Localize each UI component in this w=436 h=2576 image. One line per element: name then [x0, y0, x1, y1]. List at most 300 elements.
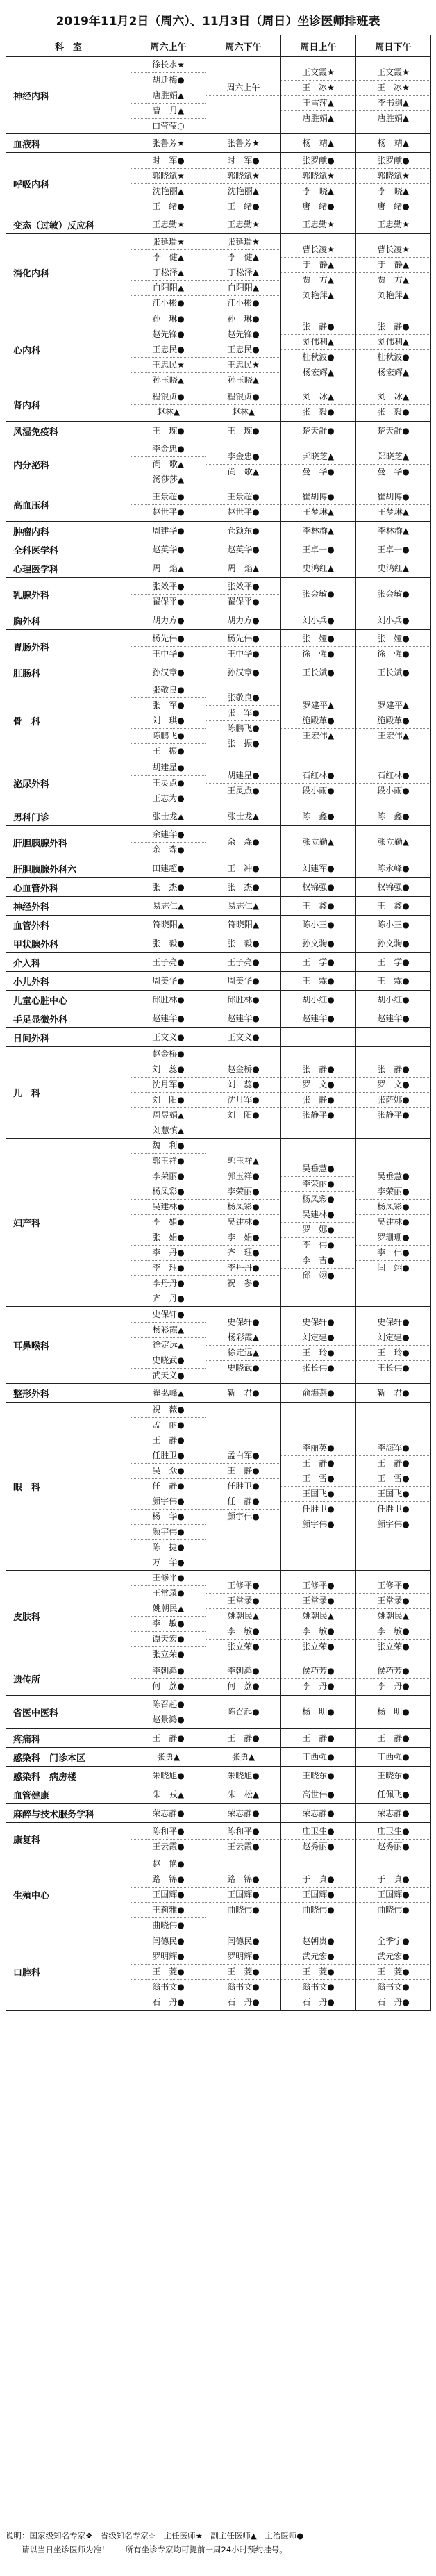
schedule-cell — [356, 559, 431, 578]
doctor-entry: 王忠民★ — [131, 358, 206, 373]
page-title: 2019年11月2日（周六）、11月3日（周日）坐诊医师排班表 — [56, 14, 380, 28]
doctor-list — [281, 561, 355, 576]
doctor-list — [356, 1062, 430, 1123]
department-name: 肝胆胰腺外科六 — [6, 859, 131, 878]
schedule-cell — [281, 826, 356, 859]
doctor-entry: 邱胜林● — [152, 994, 185, 1005]
doctor-entry — [206, 96, 280, 110]
doctor-list — [206, 1769, 280, 1783]
doctor-entry: 周建华● — [152, 525, 185, 536]
schedule-cell — [281, 388, 356, 422]
schedule-cell — [206, 611, 281, 630]
schedule-cell — [356, 630, 431, 663]
department-name: 骨 科 — [6, 682, 131, 759]
doctor-entry: 周六上午 — [206, 81, 280, 96]
schedule-cell — [356, 1856, 431, 1933]
department-name: 血液科 — [6, 134, 131, 153]
schedule-cell — [206, 934, 281, 953]
doctor-entry: 李 敏● — [356, 1624, 430, 1640]
schedule-cell — [206, 826, 281, 859]
doctor-entry: 王修平● — [281, 1578, 355, 1594]
table-row — [6, 1403, 431, 1571]
doctor-entry: 刘伟利▲ — [356, 335, 430, 350]
doctor-entry: 李朝鸿● — [131, 1664, 206, 1679]
doctor-entry: 姚朝民▲ — [131, 1601, 206, 1617]
doctor-list — [356, 449, 430, 479]
schedule-cell — [281, 559, 356, 578]
column-header-sat-am: 周六上午 — [131, 35, 206, 57]
doctor-list — [131, 543, 206, 557]
doctor-list — [131, 235, 206, 311]
doctor-entry: 权锦强● — [377, 882, 410, 892]
doctor-list — [131, 1806, 206, 1821]
schedule-cell — [281, 488, 356, 522]
doctor-list — [356, 424, 430, 438]
schedule-cell — [356, 1729, 431, 1748]
department-name: 血管外科 — [6, 916, 131, 934]
doctor-list — [206, 1012, 280, 1026]
doctor-entry: 王常录● — [131, 1586, 206, 1601]
schedule-cell — [131, 1696, 206, 1729]
schedule-cell — [356, 153, 431, 215]
doctor-entry: 张立勤▲ — [302, 837, 335, 847]
doctor-entry: 周 焰▲ — [152, 563, 185, 573]
schedule-cell — [356, 215, 431, 234]
doctor-entry: 侯巧芳● — [356, 1664, 430, 1679]
doctor-entry: 史晓武● — [227, 1362, 260, 1373]
doctor-entry: 刘慧慎▲ — [152, 1125, 185, 1135]
schedule-cell — [281, 972, 356, 991]
doctor-entry: 任胜卫● — [131, 1448, 206, 1464]
doctor-list — [281, 524, 355, 538]
doctor-entry: 李荣丽● — [281, 1177, 355, 1192]
doctor-entry: 曼 华● — [302, 466, 335, 477]
doctor-list — [206, 835, 280, 850]
table-row — [6, 897, 431, 916]
schedule-cell — [206, 1767, 281, 1785]
doctor-entry: 张 军● — [206, 706, 280, 721]
doctor-list — [131, 1857, 206, 1933]
schedule-cell — [281, 234, 356, 311]
schedule-cell — [206, 1696, 281, 1729]
schedule-cell — [281, 611, 356, 630]
department-name: 胸外科 — [6, 611, 131, 630]
doctor-list — [356, 613, 430, 628]
schedule-cell — [206, 1403, 281, 1571]
doctor-list — [206, 235, 280, 311]
schedule-cell — [281, 897, 356, 916]
department-name: 甲状腺外科 — [6, 934, 131, 953]
doctor-entry: 周 焰▲ — [227, 563, 260, 573]
doctor-entry: 王 静● — [302, 1733, 335, 1743]
doctor-list — [131, 955, 206, 970]
doctor-entry: 张 静● — [281, 320, 355, 335]
doctor-entry: 赵建华● — [227, 1013, 260, 1023]
schedule-cell — [356, 1662, 431, 1696]
doctor-entry: 荣志静● — [377, 1808, 410, 1818]
department-name: 变态（过敏）反应科 — [6, 215, 131, 234]
doctor-entry: 张敬良● — [131, 683, 206, 698]
doctor-entry: 王修平● — [131, 1571, 206, 1586]
doctor-entry: 赵 艳● — [131, 1857, 206, 1872]
schedule-cell — [131, 1009, 206, 1028]
doctor-entry: 张 毅● — [227, 938, 260, 948]
doctor-list — [356, 561, 430, 576]
doctor-entry: 王 菱● — [281, 1965, 355, 1980]
doctor-list — [356, 631, 430, 661]
doctor-entry: 王 静● — [377, 1733, 410, 1743]
schedule-cell — [281, 1403, 356, 1571]
department-name: 心血管外科 — [6, 878, 131, 897]
doctor-entry: 赵建华● — [152, 1013, 185, 1023]
doctor-list — [206, 880, 280, 895]
department-name: 风湿免疫科 — [6, 422, 131, 440]
doctor-entry: 仓颖东● — [227, 525, 260, 536]
doctor-list — [206, 1750, 280, 1765]
doctor-entry: 翟保平● — [227, 597, 260, 606]
doctor-entry: 吴建林● — [206, 1215, 280, 1230]
doctor-list — [356, 242, 430, 303]
doctor-list — [356, 936, 430, 951]
schedule-cell — [281, 807, 356, 826]
table-row — [6, 540, 431, 559]
doctor-list — [281, 1705, 355, 1719]
doctor-entry: 刘小兵● — [377, 615, 410, 625]
doctor-list — [281, 955, 355, 970]
schedule-cell — [206, 991, 281, 1009]
doctor-entry: 孙汉章● — [152, 667, 185, 677]
doctor-entry: 祝 薇● — [131, 1403, 206, 1418]
doctor-entry: 徐定远▲ — [206, 1346, 280, 1361]
doctor-list — [206, 1315, 280, 1376]
schedule-cell — [206, 682, 281, 759]
doctor-list — [206, 217, 280, 232]
doctor-entry: 曲晓伟● — [302, 1904, 335, 1915]
doctor-entry: 孙 琳● — [206, 312, 280, 327]
doctor-list — [281, 809, 355, 824]
schedule-cell — [281, 215, 356, 234]
doctor-entry: 张鲁芳★ — [227, 138, 260, 148]
doctor-entry: 张敬良● — [206, 691, 280, 706]
doctor-entry: 罗 文● — [281, 1078, 355, 1093]
schedule-cell — [356, 972, 431, 991]
doctor-list — [206, 1154, 280, 1291]
department-name: 生殖中心 — [6, 1856, 131, 1933]
table-row — [6, 578, 431, 611]
doctor-entry: 张延瑞★ — [206, 235, 280, 250]
doctor-entry: 于 静▲ — [356, 258, 430, 273]
doctor-list — [356, 65, 430, 126]
doctor-entry: 杨先伟● — [131, 631, 206, 647]
schedule-cell — [131, 540, 206, 559]
schedule-cell — [356, 522, 431, 540]
doctor-entry: 李 健▲ — [131, 250, 206, 265]
doctor-entry: 王志为● — [152, 793, 185, 803]
schedule-cell — [131, 878, 206, 897]
schedule-cell — [281, 440, 356, 488]
schedule-cell — [356, 759, 431, 807]
department-name: 肾内科 — [6, 388, 131, 422]
doctor-entry: 唐胜娟▲ — [131, 88, 206, 104]
doctor-list — [206, 81, 280, 110]
doctor-entry: 张 静● — [281, 1062, 355, 1078]
schedule-cell — [131, 57, 206, 134]
doctor-list — [131, 1139, 206, 1306]
doctor-entry: 赵秀丽● — [302, 1842, 335, 1851]
doctor-entry: 颜宇伟● — [131, 1525, 206, 1540]
schedule-cell — [131, 422, 206, 440]
doctor-entry: 张 静● — [356, 320, 430, 335]
doctor-entry: 李 丹● — [302, 1681, 335, 1691]
doctor-entry: 路 锦● — [206, 1872, 280, 1888]
schedule-cell — [206, 1748, 281, 1767]
schedule-cell — [131, 807, 206, 826]
doctor-entry: 赵景鸿● — [152, 1715, 185, 1724]
doctor-entry: 王景超● — [131, 490, 206, 505]
doctor-entry: 曹长凌★ — [356, 242, 430, 258]
doctor-list — [206, 1934, 280, 2010]
doctor-entry: 刘伟利▲ — [281, 335, 355, 350]
doctor-list — [356, 1750, 430, 1765]
table-row — [6, 878, 431, 897]
schedule-cell — [131, 611, 206, 630]
doctor-entry: 程银贞● — [131, 390, 206, 405]
schedule-cell — [281, 916, 356, 934]
doctor-list — [206, 809, 280, 824]
doctor-entry: 李荣丽● — [356, 1184, 430, 1200]
doctor-list — [131, 1787, 206, 1802]
doctor-entry: 胡小红● — [302, 994, 335, 1005]
doctor-entry: 王忠勤★ — [152, 219, 185, 229]
doctor-entry: 江小彬● — [227, 297, 260, 308]
doctor-list — [281, 698, 355, 743]
doctor-list — [281, 242, 355, 303]
schedule-cell — [206, 1856, 281, 1933]
doctor-entry: 朱 松▲ — [227, 1789, 260, 1799]
schedule-cell — [356, 897, 431, 916]
doctor-entry: 王 菱● — [356, 1965, 430, 1980]
doctor-entry: 徐长水★ — [131, 58, 206, 73]
doctor-list — [206, 524, 280, 538]
doctor-entry: 王文霞★ — [356, 65, 430, 81]
doctor-entry: 王卓一● — [377, 544, 410, 554]
doctor-list — [206, 936, 280, 951]
schedule-cell — [281, 663, 356, 682]
table-row — [6, 1785, 431, 1804]
doctor-list — [131, 524, 206, 538]
department-name: 血管健康 — [6, 1785, 131, 1804]
doctor-entry: 石 丹● — [302, 1997, 335, 2007]
doctor-entry: 祝 参● — [227, 1278, 260, 1288]
schedule-cell — [356, 1933, 431, 2011]
doctor-entry: 杨凤彩● — [206, 1200, 280, 1215]
doctor-entry: 庄卫生● — [356, 1824, 430, 1840]
doctor-entry: 刘建军● — [302, 863, 335, 873]
doctor-entry: 张 静● — [281, 1093, 355, 1108]
doctor-entry: 杨 靖▲ — [377, 138, 410, 148]
schedule-cell — [206, 1729, 281, 1748]
schedule-cell — [356, 991, 431, 1009]
doctor-entry: 王 静● — [131, 1433, 206, 1448]
doctor-list — [131, 1824, 206, 1854]
doctor-entry: 丁松泽▲ — [131, 265, 206, 281]
schedule-cell — [281, 1009, 356, 1028]
department-name: 消化内科 — [6, 234, 131, 311]
doctor-entry: 杨宏辉▲ — [377, 367, 410, 377]
doctor-entry: 刘定建● — [356, 1330, 430, 1346]
schedule-cell — [356, 878, 431, 897]
table-row — [6, 215, 431, 234]
schedule-cell — [356, 440, 431, 488]
doctor-entry: 翁书文● — [356, 1980, 430, 1995]
table-row — [6, 1933, 431, 2011]
doctor-entry: 张罗献● — [356, 154, 430, 169]
doctor-entry: 孙文驹● — [377, 938, 410, 948]
doctor-entry: 刘 琪● — [131, 713, 206, 729]
schedule-cell — [281, 311, 356, 388]
doctor-list — [206, 490, 280, 520]
doctor-entry: 石红林● — [281, 768, 355, 784]
schedule-cell — [206, 1785, 281, 1804]
doctor-entry: 刘小兵● — [302, 615, 335, 625]
table-row — [6, 630, 431, 663]
doctor-entry: 陈鹏飞● — [131, 729, 206, 744]
schedule-cell — [131, 1748, 206, 1767]
doctor-list — [356, 974, 430, 989]
schedule-cell — [131, 215, 206, 234]
doctor-entry: 赵英华● — [152, 544, 185, 554]
doctor-entry: 史保轩● — [281, 1315, 355, 1330]
doctor-list — [131, 424, 206, 438]
doctor-entry: 王中华● — [152, 649, 185, 659]
department-name: 心内科 — [6, 311, 131, 388]
schedule-cell — [281, 153, 356, 215]
doctor-list — [356, 809, 430, 824]
schedule-cell — [131, 1571, 206, 1662]
doctor-list — [131, 761, 206, 806]
department-name: 耳鼻喉科 — [6, 1307, 131, 1384]
doctor-list — [206, 666, 280, 680]
doctor-entry: 曹 丹▲ — [131, 104, 206, 119]
schedule-cell — [131, 1804, 206, 1823]
doctor-entry: 赵金桥● — [131, 1047, 206, 1062]
department-name: 康复科 — [6, 1823, 131, 1856]
doctor-entry: 刘 冰▲ — [356, 390, 430, 405]
department-name: 妇产科 — [6, 1139, 131, 1307]
doctor-list — [356, 1705, 430, 1719]
doctor-list — [206, 955, 280, 970]
schedule-cell — [281, 1823, 356, 1856]
table-header-row — [6, 35, 431, 57]
doctor-entry: 刘 蕊● — [206, 1078, 280, 1093]
doctor-entry: 陈和平● — [206, 1824, 280, 1840]
doctor-entry: 于 真● — [356, 1872, 430, 1888]
table-row — [6, 807, 431, 826]
column-header-sun-pm: 周日下午 — [356, 35, 431, 57]
doctor-entry: 周美华● — [227, 975, 260, 986]
doctor-entry: 王晓东● — [302, 1770, 335, 1781]
doctor-entry: 王 菱● — [131, 1965, 206, 1980]
doctor-list — [281, 861, 355, 876]
doctor-list — [281, 543, 355, 557]
doctor-entry: 邱胜林● — [227, 994, 260, 1005]
doctor-list — [281, 1731, 355, 1746]
schedule-cell — [206, 488, 281, 522]
doctor-entry: 赵林▲ — [156, 407, 181, 417]
doctor-entry: 唐 绪● — [302, 201, 335, 211]
doctor-entry: 郑晓芝▲ — [356, 449, 430, 465]
doctor-entry: 胡小红● — [377, 994, 410, 1005]
doctor-entry: 张 杰● — [152, 882, 185, 892]
doctor-list — [206, 1872, 280, 1917]
schedule-table — [6, 35, 431, 2011]
doctor-entry: 于 静▲ — [281, 258, 355, 273]
doctor-entry: 吴建林● — [131, 1200, 206, 1215]
doctor-entry: 张 毅● — [152, 938, 185, 948]
doctor-entry: 余 森● — [152, 845, 185, 854]
department-name: 内分泌科 — [6, 440, 131, 488]
doctor-list — [206, 424, 280, 438]
doctor-list — [131, 442, 206, 487]
table-row — [6, 1384, 431, 1403]
doctor-list — [131, 1571, 206, 1662]
doctor-entry: 石红林● — [356, 768, 430, 784]
doctor-entry: 荣志静● — [227, 1808, 260, 1818]
doctor-entry: 王莉雅● — [131, 1903, 206, 1918]
schedule-cell — [206, 916, 281, 934]
schedule-cell — [131, 1767, 206, 1785]
doctor-list — [131, 631, 206, 661]
department-name: 泌尿外科 — [6, 759, 131, 807]
doctor-entry: 张士龙▲ — [227, 811, 260, 821]
table-row — [6, 611, 431, 630]
doctor-entry: 吴 众● — [131, 1464, 206, 1479]
schedule-cell — [206, 1047, 281, 1139]
doctor-list — [281, 1824, 355, 1854]
schedule-cell — [281, 1933, 356, 2011]
schedule-cell — [281, 1028, 356, 1047]
schedule-cell — [281, 859, 356, 878]
doctor-entry: 王景超● — [206, 490, 280, 505]
doctor-list — [281, 1315, 355, 1376]
table-row — [6, 663, 431, 682]
doctor-entry: 崔胡博● — [281, 490, 355, 505]
doctor-entry: 余 森● — [227, 837, 260, 847]
schedule-cell — [281, 422, 356, 440]
schedule-cell — [206, 422, 281, 440]
schedule-cell — [281, 1047, 356, 1139]
doctor-list — [206, 1448, 280, 1524]
doctor-entry: 唐 绪● — [377, 201, 410, 211]
doctor-list — [131, 1769, 206, 1783]
doctor-entry: 张勇▲ — [231, 1751, 255, 1762]
doctor-list — [206, 613, 280, 628]
doctor-entry: 刘艳萍▲ — [377, 290, 410, 300]
doctor-list — [281, 154, 355, 214]
doctor-entry: 王 玲● — [356, 1346, 430, 1361]
doctor-entry: 翁书文● — [281, 1980, 355, 1995]
doctor-entry: 王国辉● — [356, 1888, 430, 1903]
schedule-cell — [281, 1856, 356, 1933]
doctor-entry: 俞海燕● — [302, 1387, 335, 1398]
schedule-cell — [281, 540, 356, 559]
schedule-cell — [356, 578, 431, 611]
table-row — [6, 1139, 431, 1307]
doctor-list — [281, 449, 355, 479]
schedule-cell — [206, 1804, 281, 1823]
doctor-list — [131, 390, 206, 420]
doctor-list — [281, 1012, 355, 1026]
